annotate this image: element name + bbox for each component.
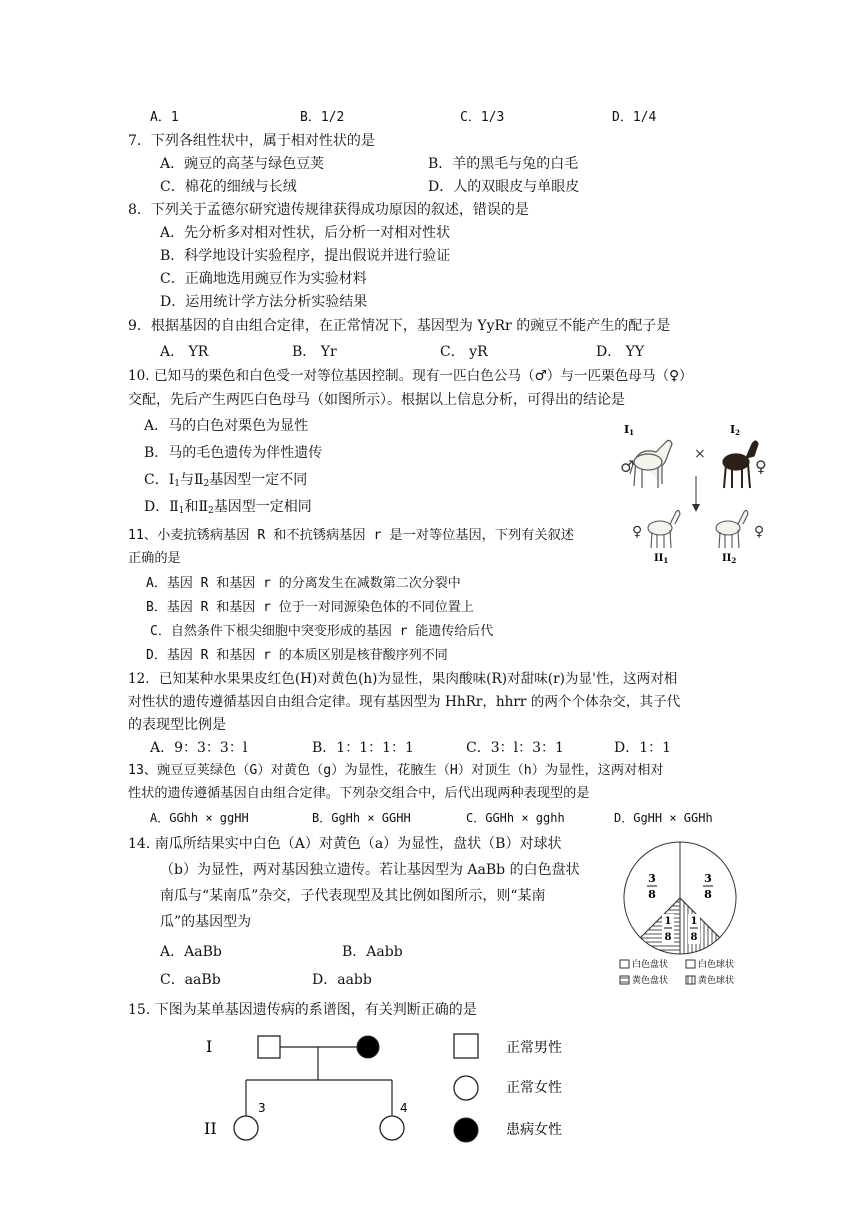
legend-female-symbol <box>454 1076 478 1100</box>
white-horse-offspring1-icon <box>648 510 680 548</box>
q7-stem: 7．下列各组性状中，属于相对性状的是 <box>128 133 375 149</box>
pedigree-i2-affected-female <box>357 1036 379 1058</box>
legend-affected-symbol <box>454 1118 478 1142</box>
q10-option-a: A．马的白色对栗色为显性 <box>144 418 309 434</box>
pedigree-num-3: 3 <box>258 1101 266 1115</box>
q14-stem-line2: （b）为显性，两对基因独立遗传。若让基因型为 AaBb 的白色盘状 <box>160 862 580 878</box>
pie-label-white-sph-num: 3 <box>704 872 712 885</box>
pedigree-ii3-female <box>234 1116 258 1140</box>
legend-normal-female: 正常女性 <box>506 1080 562 1096</box>
white-horse-offspring2-icon <box>716 510 748 548</box>
q12-option-d: D．1：1 <box>614 740 672 756</box>
q9-option-c: C． yR <box>440 344 488 360</box>
q11-option-c: C．自然条件下根尖细胞中突变形成的基因 r 能遗传给后代 <box>150 624 494 639</box>
q14-option-a: A．AaBb <box>160 944 222 960</box>
q11-stem-line2: 正确的是 <box>128 551 181 566</box>
q12-option-a: A．9：3：3：l <box>150 740 248 756</box>
legend-swatch-white-disc <box>620 960 629 968</box>
legend-swatch-yellow-disc <box>620 976 629 984</box>
cross-symbol: × <box>694 446 706 462</box>
q6-option-b: B．1/2 <box>300 110 345 125</box>
q15-stem: 15. 下图为某单基因遗传病的系谱图，有关判断正确的是 <box>128 1002 477 1018</box>
pedigree-chart <box>196 1028 576 1152</box>
q6-option-d: D．1/4 <box>612 110 657 125</box>
pedigree-num-4: 4 <box>400 1101 408 1115</box>
pedigree-i1-male <box>258 1036 280 1058</box>
q9-option-a: A． YR <box>160 344 209 360</box>
horse-cross-figure <box>612 418 772 564</box>
q8-option-b: B．科学地设计实验程序，提出假说并进行验证 <box>160 248 451 264</box>
q10-stem-line2: 交配，先后产生两匹白色母马（如图所示）。根据以上信息分析，可得出的结论是 <box>128 392 625 408</box>
female-symbol-parent: ♀ <box>755 457 767 476</box>
q14-stem-line4: 瓜”的基因型为 <box>160 914 252 930</box>
female-symbol-offspring1: ♀ <box>632 524 643 540</box>
legend-yellow-sph: 黄色球状 <box>698 976 735 986</box>
female-symbol-offspring2: ♀ <box>754 524 765 540</box>
q11-option-b: B．基因 R 和基因 r 位于一对同源染色体的不同位置上 <box>146 600 474 615</box>
q14-option-b: B．Aabb <box>342 944 403 960</box>
q10-option-c: C．$Ⅰ_1$与$Ⅱ_2$基因型一定不同 <box>144 472 308 489</box>
label-i1: I1 <box>624 423 635 437</box>
q12-stem-line1: 12．已知某种水果果皮红色(H)对黄色(h)为显性，果肉酸味(R)对甜味(r)为显'性，这两对相 <box>128 671 678 687</box>
white-horse-male-icon <box>630 440 672 488</box>
q10-option-d: D．$Ⅱ_1$和$Ⅱ_2$基因型一定相同 <box>144 499 312 516</box>
pie-label-white-disc-num: 3 <box>648 872 656 885</box>
pie-label-yellow-disc-num: 1 <box>664 916 672 927</box>
q14-stem-line3: 南瓜与“某南瓜”杂交，子代表现型及其比例如图所示，则“某南 <box>160 888 546 904</box>
q12-stem-line2: 对性状的遗传遵循基因自由组合定律。现有基因型为 HhRr，hhrr 的两个个体杂交，其子代 <box>128 694 681 710</box>
arrow-head <box>692 504 700 512</box>
q13-stem-line1: 13、豌豆豆荚绿色（G）对黄色（g）为显性，花腋生（H）对顶生（h）为显性，这两对相对 <box>128 763 664 778</box>
q10-stem-line1: 10. 已知马的栗色和白色受一对等位基因控制。现有一匹白色公马（♂）与一匹栗色母马（♀） <box>128 368 693 384</box>
q8-stem: 8．下列关于孟德尔研究遗传规律获得成功原因的叙述，错误的是 <box>128 202 529 218</box>
legend-white-disc: 白色盘状 <box>632 960 669 970</box>
q7-option-d: D．人的双眼皮与单眼皮 <box>428 179 580 195</box>
legend-male-symbol <box>454 1034 478 1058</box>
q11-option-d: D．基因 R 和基因 r 的本质区别是核苷酸序列不同 <box>146 648 448 663</box>
q7-option-b: B．羊的黑毛与兔的白毛 <box>428 156 579 172</box>
label-i2: I2 <box>730 423 741 437</box>
offspring-ratio-pie <box>614 836 748 992</box>
q12-option-b: B．1：1：1：1 <box>312 740 414 756</box>
q14-stem-line1: 14. 南瓜所结果实中白色（A）对黄色（a）为显性，盘状（B）对球状 <box>128 836 562 852</box>
q7-option-c: C．棉花的细绒与长绒 <box>160 179 297 195</box>
q8-option-c: C．正确地选用豌豆作为实验材料 <box>160 271 367 287</box>
pie-label-white-sph-den: 8 <box>704 888 712 901</box>
q12-option-c: C．3：l：3：1 <box>466 740 564 756</box>
q12-stem-line3: 的表现型比例是 <box>128 717 226 733</box>
pedigree-gen-i: I <box>206 1037 213 1056</box>
q13-option-c: C．GGHh × gghh <box>466 811 565 825</box>
q13-option-a: A．GGhh × ggHH <box>150 811 249 825</box>
q9-option-d: D． YY <box>596 344 645 360</box>
pie-label-yellow-disc-den: 8 <box>664 932 672 943</box>
legend-white-sph: 白色球状 <box>698 960 735 970</box>
q11-option-a: A．基因 R 和基因 r 的分离发生在减数第二次分裂中 <box>146 576 461 591</box>
legend-swatch-white-sph <box>686 960 695 968</box>
label-ii1: $II_1$ <box>654 553 669 564</box>
q13-option-b: B．GgHh × GGHH <box>312 811 411 825</box>
q7-option-a: A．豌豆的高茎与绿色豆荚 <box>160 156 325 172</box>
q10-option-b: B．马的毛色遗传为伴性遗传 <box>144 445 323 461</box>
q8-option-d: D．运用统计学方法分析实验结果 <box>160 294 368 310</box>
q6-option-a: A．1 <box>150 110 179 125</box>
pedigree-gen-ii: II <box>204 1119 217 1138</box>
q8-option-a: A．先分析多对相对性状，后分析一对相对性状 <box>160 225 451 241</box>
legend-normal-male: 正常男性 <box>506 1040 562 1056</box>
q13-stem-line2: 性状的遗传遵循基因自由组合定律。下列杂交组合中，后代出现两种表现型的是 <box>128 786 590 801</box>
q13-option-d: D．GgHH × GGHh <box>614 811 713 825</box>
pie-label-yellow-sph-den: 8 <box>690 932 698 943</box>
legend-swatch-yellow-sph <box>686 976 695 984</box>
pie-label-yellow-sph-num: 1 <box>690 916 698 927</box>
pedigree-ii4-female <box>380 1116 404 1140</box>
q9-option-b: B． Yr <box>292 344 337 360</box>
label-ii2: $II_2$ <box>722 553 737 564</box>
legend-affected-female: 患病女性 <box>506 1122 562 1138</box>
q6-option-c: C．1/3 <box>460 110 505 125</box>
pie-label-white-disc-den: 8 <box>648 888 656 901</box>
q14-option-c: C．aaBb <box>160 972 221 988</box>
legend-yellow-disc: 黄色盘状 <box>632 976 669 986</box>
q9-stem: 9．根据基因的自由组合定律，在正常情况下，基因型为 YyRr 的豌豆不能产生的配子是 <box>128 318 671 334</box>
male-symbol: ♂ <box>620 457 635 476</box>
q11-stem-line1: 11、小麦抗锈病基因 R 和不抗锈病基因 r 是一对等位基因，下列有关叙述 <box>128 528 574 543</box>
q14-option-d: D．aabb <box>312 972 372 988</box>
dark-horse-female-icon <box>723 441 758 488</box>
